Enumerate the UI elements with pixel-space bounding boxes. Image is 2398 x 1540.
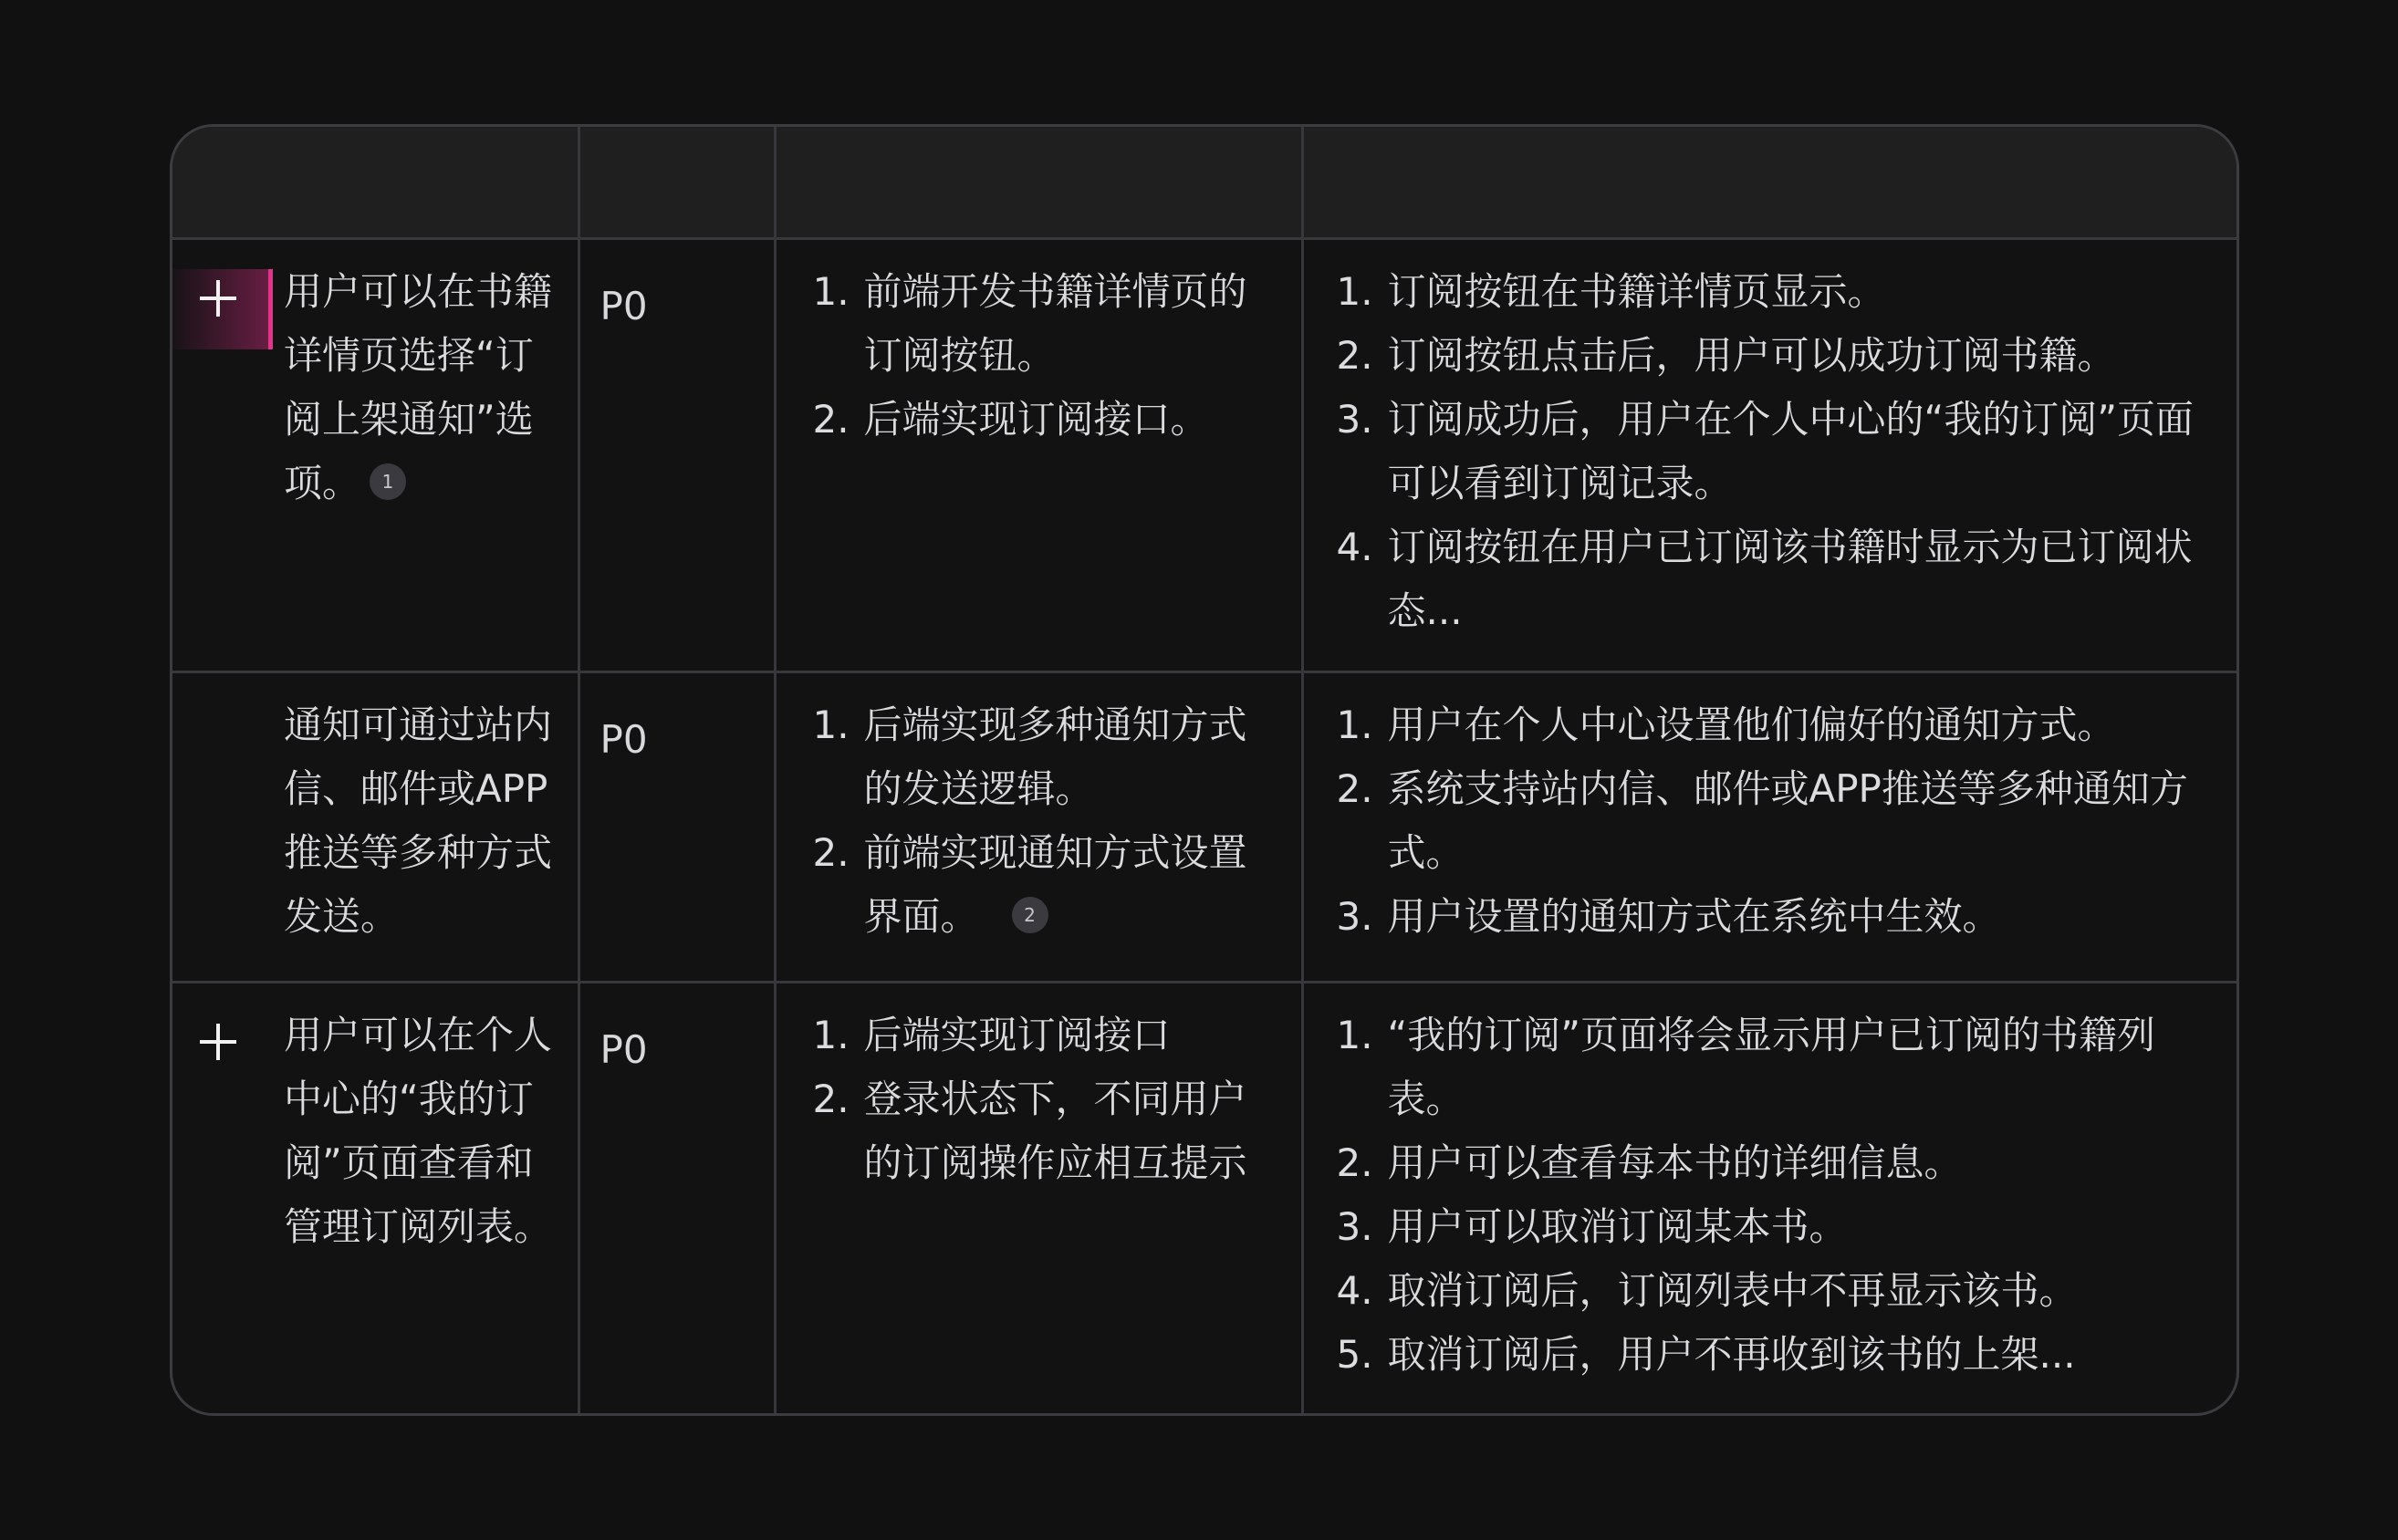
requirements-grid [172,127,2236,1413]
criteria-list [1304,983,2237,1387]
plus-icon[interactable] [200,1024,236,1060]
list-item: 前端开发书籍详情页的订阅按钮。 [863,268,1247,378]
feature-text-wrap [284,693,558,949]
priority-cell [579,238,775,671]
table-header-row [172,127,2236,238]
list-item: 用户可以取消订阅某本书。 [1387,1203,1848,1249]
criteria-cell [1302,238,2236,671]
table-row [172,982,2236,1413]
feature-text-wrap [284,1004,558,1259]
priority-label: P0 [600,716,648,762]
requirements-table [170,124,2239,1416]
list-item: 后端实现订阅接口。 [863,396,1209,442]
list-item: 用户可以查看每本书的详细信息。 [1387,1139,1963,1185]
feature-text-wrap [284,260,558,515]
priority-label: P0 [600,1026,648,1072]
comment-badge[interactable]: 1 [370,463,406,500]
list-item: 订阅按钮在书籍详情页显示。 [1387,268,1886,314]
header-priority [579,127,775,238]
feature-text: 用户可以在书籍详情页选择“订阅上架通知”选项。 [284,268,553,505]
plus-icon[interactable] [200,280,236,317]
tasks-list [777,983,1301,1195]
list-item: 后端实现多种通知方式的发送逻辑。 [863,702,1247,811]
list-item [813,821,1283,949]
tasks-list [777,240,1301,452]
list-item: 订阅成功后，用户在个人中心的“我的订阅”页面可以看到订阅记录。 [1387,396,2195,505]
criteria-list [1304,673,2237,949]
list-item: 取消订阅后，订阅列表中不再显示该书。 [1387,1267,2078,1313]
list-item: 系统支持站内信、邮件或APP推送等多种通知方式。 [1387,765,2188,875]
priority-label: P0 [600,283,648,328]
list-item-text: 前端实现通知方式设置界面。 [863,829,1247,939]
list-item: 用户设置的通知方式在系统中生效。 [1387,893,2001,939]
priority-cell [579,982,775,1413]
criteria-cell [1302,671,2236,982]
criteria-list [1304,240,2237,643]
header-feature [172,127,579,238]
list-item: 用户在个人中心设置他们偏好的通知方式。 [1387,702,2116,747]
table-row [172,238,2236,671]
list-item: 订阅按钮在用户已订阅该书籍时显示为已订阅状态... [1387,524,2193,633]
tasks-cell [775,238,1302,671]
list-item: 订阅按钮点击后，用户可以成功订阅书籍。 [1387,332,2116,378]
table-row [172,671,2236,982]
criteria-cell [1302,982,2236,1413]
priority-cell [579,671,775,982]
header-tasks [775,127,1302,238]
header-criteria [1302,127,2236,238]
list-item: “我的订阅”页面将会显示用户已订阅的书籍列表。 [1387,1012,2156,1121]
feature-cell [172,982,579,1413]
tasks-list [777,673,1301,949]
feature-cell [172,671,579,982]
tasks-cell [775,982,1302,1413]
comment-badge[interactable]: 2 [1012,897,1048,933]
list-item: 后端实现订阅接口 [863,1012,1171,1057]
feature-text: 通知可通过站内信、邮件或APP推送等多种方式发送。 [284,702,553,939]
tasks-cell [775,671,1302,982]
feature-cell [172,238,579,671]
list-item: 登录状态下，不同用户的订阅操作应相互提示 [863,1076,1247,1185]
feature-text: 用户可以在个人中心的“我的订阅”页面查看和管理订阅列表。 [284,1012,553,1249]
row-add-button[interactable] [172,269,273,349]
row-add-button[interactable] [172,1013,273,1093]
list-item: 取消订阅后，用户不再收到该书的上架... [1387,1331,2076,1377]
